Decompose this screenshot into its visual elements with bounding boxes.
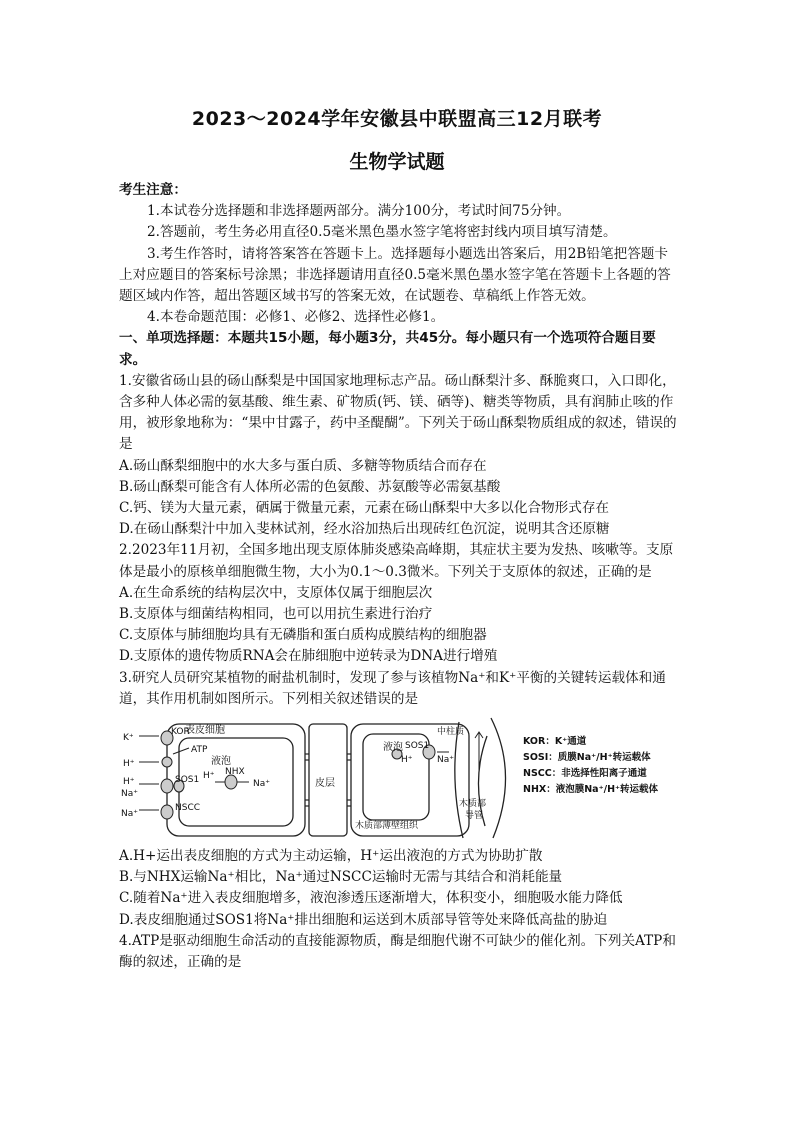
label-nhx: NHX [225,767,245,778]
label-xylem-vessel-2: 导管 [465,811,484,822]
label-k-ion: K⁺ [123,733,134,744]
label-h-ion: H⁺ [401,755,413,766]
exam-body [119,180,679,973]
label-na-ion: Na⁺ [253,779,270,790]
question-option: A.H+运出表皮细胞的方式为主动运输，H⁺运出液泡的方式为协助扩散 [119,848,543,865]
question-option: B.与NHX运输Na⁺相比，Na⁺通过NSCC运输时无需与其结合和消耗能量 [119,869,563,886]
question-option: D.支原体的遗传物质RNA会在肺细胞中逆转录为DNA进行增殖 [119,648,498,665]
question-option: D.在砀山酥梨汁中加入斐林试剂，经水浴加热后出现砖红色沉淀，说明其含还原糖 [119,521,610,538]
question-stem: 4.ATP是驱动细胞生命活动的直接能源物质，酶是细胞代谢不可缺少的催化剂。下列关ATP和酶的叙述，正确的是 [119,932,676,971]
question-stem: 3.研究人员研究某植物的耐盐机制时，发现了参与该植物Na⁺和K⁺平衡的关键转运载体和通道，其作用机制如图所示。下列相关叙述错误的是 [119,669,666,707]
label-vacuole: 液泡 [211,756,231,768]
notice-item: 1.本试卷分选择题和非选择题两部分。满分100分，考试时间75分钟。 [147,203,571,220]
question-stem: 2.2023年11月初，全国多地出现支原体肺炎感染高峰期，其症状主要为发热、咳嗽等。支原体是最小的原核单细胞微生物，大小为0.1～0.3微米。下列关于支原体的叙述，正确的是 [119,542,674,580]
legend-item: NHX：液泡膜Na⁺/H⁺转运载体 [523,784,659,796]
legend-item: SOSI：质膜Na⁺/H⁺转运载体 [523,752,651,764]
label-na-ion: Na⁺ [121,809,138,820]
label-xylem-parenchyma: 木质部薄壁组织 [355,821,419,832]
salt-tolerance-diagram [119,714,679,840]
question-option: A.在生命系统的结构层次中，支原体仅属于细胞层次 [119,584,433,601]
exam-title: 2023～2024学年安徽县中联盟高三12月联考 [191,108,603,130]
label-xylem-vessel-1: 木质部 [459,799,487,810]
label-h-ion: H⁺ [123,777,135,788]
question-option: A.砀山酥梨细胞中的水大多与蛋白质、多糖等物质结合而存在 [119,457,487,474]
question-option: C.随着Na⁺进入表皮细胞增多，液泡渗透压逐渐增大，体积变小，细胞吸水能力降低 [119,890,623,907]
label-stele: 中柱质 [437,727,465,738]
exam-subject: 生物学试题 [349,151,445,173]
question-option: C.钙、镁为大量元素，硒属于微量元素，元素在砀山酥梨中大多以化合物形式存在 [119,500,610,517]
question-option: B.支原体与细菌结构相同，也可以用抗生素进行治疗 [119,606,433,623]
label-sos1-b: SOS1 [405,741,430,752]
notice-item: 2.答题前，考生务必用直径0.5毫米黑色墨水签字笔将密封线内项目填写清楚。 [147,224,617,241]
label-nscc: NSCC [175,803,201,814]
legend-item: NSCC：非选择性阳离子通道 [523,768,647,780]
stele-boundary [455,722,463,838]
label-kor: KOR [171,727,190,738]
label-h-ion: H⁺ [123,759,135,770]
legend-item: KOR：K⁺通道 [523,736,587,748]
label-na-ion: Na⁺ [437,755,454,766]
diagram-svg [119,714,679,840]
xylem-vessel-wall2 [491,718,506,838]
question-option: D.表皮细胞通过SOS1将Na⁺排出细胞和运送到木质部导管等处来降低高盐的胁迫 [119,911,608,928]
label-cortex: 皮层 [315,778,335,790]
label-na-ion: Na⁺ [121,789,138,800]
notice-heading: 考生注意： [119,182,187,198]
label-vacuole2: 液泡 [383,742,403,754]
notice-item: 3.考生作答时，请将答案答在答题卡上。选择题每小题选出答案后，用2B铅笔把答题卡上对应题目的答案标号涂黑；非选择题请用直径0.5毫米黑色墨水签字笔在答题卡上各题的答题区域内作答，超出答题区域书写的答案无效，在试题卷、草稿纸上作答无效。 [119,245,671,305]
section-heading: 一、单项选择题：本题共15小题，每小题3分，共45分。每小题只有一个选项符合题目要求。 [119,330,656,368]
label-atp: ATP [191,745,208,756]
question-stem: 1.安徽省砀山县的砀山酥梨是中国国家地理标志产品。砀山酥梨汁多、酥脆爽口，入口即化，含多种人体必需的氨基酸、维生素、矿物质(钙、镁、硒等)、糖类等物质，具有润肺止咳的作用，被形象地称为：“果中甘露子，药中圣醍醐”。下列关于砀山酥梨物质组成的叙述，错误的是 [119,372,677,453]
label-epidermis: 表皮细胞 [185,725,225,737]
question-option: C.支原体与肺细胞均具有无磷脂和蛋白质构成膜结构的细胞器 [119,627,487,644]
label-sos1-a: SOS1 [175,775,200,786]
question-option: B.砀山酥梨可能含有人体所必需的色氨酸、苏氨酸等必需氨基酸 [119,478,501,495]
notice-item: 4.本卷命题范围：必修1、必修2、选择性必修1。 [147,309,445,326]
label-h-ion: H⁺ [203,771,215,782]
